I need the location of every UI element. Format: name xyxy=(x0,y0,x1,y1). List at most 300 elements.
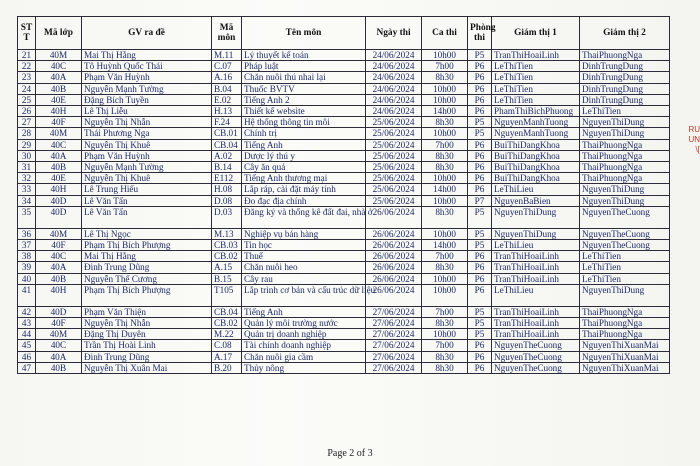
cell-ma-lop: 40M xyxy=(36,50,82,61)
cell-ca-thi: 14h00 xyxy=(422,184,468,195)
cell-giam-thi-2: NguyenThiXuanMai xyxy=(580,362,670,373)
cell-ma-lop: 40C xyxy=(36,340,82,351)
cell-ma-lop: 40D xyxy=(36,195,82,206)
cell-ngay-thi: 24/06/2024 xyxy=(366,94,422,105)
cell-gv-ra-de: Nguyễn Thị Xuân Mai xyxy=(82,362,212,373)
table-row xyxy=(18,162,670,173)
cell-ma-mon: CB.02 xyxy=(212,251,242,262)
cell-giam-thi-1: NguyenBaBien xyxy=(492,195,580,206)
cell-giam-thi-1: LeThiTien xyxy=(492,72,580,83)
cell-gv-ra-de: Nguyễn Mạnh Tường xyxy=(82,83,212,94)
cell-ten-mon: Lắp ráp, cài đặt máy tính xyxy=(242,184,366,195)
cell-stt: 42 xyxy=(18,306,36,317)
cell-ngay-thi: 26/06/2024 xyxy=(366,273,422,284)
cell-ten-mon: Cây ăn quả xyxy=(242,162,366,173)
cell-gv-ra-de: Nguyễn Thị Khuê xyxy=(82,173,212,184)
cell-stt: 39 xyxy=(18,262,36,273)
cell-stt: 47 xyxy=(18,362,36,373)
cell-giam-thi-1: NguyenManhTuong xyxy=(492,117,580,128)
cell-ma-lop: 40C xyxy=(36,61,82,72)
cell-giam-thi-1: BuiThiDangKhoa xyxy=(492,139,580,150)
cell-stt: 44 xyxy=(18,329,36,340)
cell-ngay-thi: 27/06/2024 xyxy=(366,351,422,362)
cell-giam-thi-2: NguyenThiDung xyxy=(580,284,670,306)
cell-ma-mon: A.02 xyxy=(212,150,242,161)
header-phong-thi: Phòng thi xyxy=(468,17,492,50)
cell-ma-mon: B.20 xyxy=(212,362,242,373)
cell-ngay-thi: 26/06/2024 xyxy=(366,262,422,273)
cell-ma-lop: 40H xyxy=(36,184,82,195)
table-row xyxy=(18,117,670,128)
header-giam-thi-1: Giám thị 1 xyxy=(492,17,580,50)
cell-phong-thi: P5 xyxy=(468,206,492,228)
cell-giam-thi-2: ThaiPhuongNga xyxy=(580,173,670,184)
cell-ten-mon: Tài chính doanh nghiệp xyxy=(242,340,366,351)
cell-ngay-thi: 26/06/2024 xyxy=(366,206,422,228)
cell-giam-thi-1: NguyenManhTuong xyxy=(492,128,580,139)
header-ca-thi: Ca thi xyxy=(422,17,468,50)
table-row xyxy=(18,340,670,351)
cell-ca-thi: 14h00 xyxy=(422,106,468,117)
cell-ngay-thi: 25/06/2024 xyxy=(366,150,422,161)
cell-ca-thi: 10h00 xyxy=(422,128,468,139)
cell-ma-mon: CB.03 xyxy=(212,240,242,251)
exam-schedule-table xyxy=(17,16,670,374)
cell-ma-lop: 40B xyxy=(36,83,82,94)
cell-giam-thi-2: NguyenThiXuanMai xyxy=(580,340,670,351)
cell-phong-thi: P6 xyxy=(468,184,492,195)
cell-ca-thi: 8h30 xyxy=(422,72,468,83)
cell-ten-mon: Đo đạc địa chính xyxy=(242,195,366,206)
table-body xyxy=(18,50,670,374)
table-row xyxy=(18,318,670,329)
table-row xyxy=(18,362,670,373)
cell-giam-thi-2: DinhTrungDung xyxy=(580,83,670,94)
cell-ten-mon: Chăn nuôi gia cầm xyxy=(242,351,366,362)
cell-gv-ra-de: Tô Huỳnh Quốc Thái xyxy=(82,61,212,72)
cell-phong-thi: P6 xyxy=(468,173,492,184)
cell-ten-mon: Quản trị doanh nghiệp xyxy=(242,329,366,340)
cell-gv-ra-de: Mai Thị Hằng xyxy=(82,251,212,262)
cell-ma-mon: B.15 xyxy=(212,273,242,284)
table-row xyxy=(18,228,670,239)
cell-ma-mon: D.03 xyxy=(212,206,242,228)
header-giam-thi-2: Giám thị 2 xyxy=(580,17,670,50)
cell-giam-thi-1: LeThiTien xyxy=(492,61,580,72)
cell-ma-mon: C.08 xyxy=(212,340,242,351)
cell-ma-lop: 40A xyxy=(36,150,82,161)
cell-ngay-thi: 27/06/2024 xyxy=(366,362,422,373)
cell-giam-thi-2: NguyenThiXuanMai xyxy=(580,351,670,362)
cell-giam-thi-2: ThaiPhuongNga xyxy=(580,306,670,317)
cell-ma-mon: A.17 xyxy=(212,351,242,362)
cell-ca-thi: 7h00 xyxy=(422,61,468,72)
header-gv-ra-de: GV ra đề xyxy=(82,17,212,50)
cell-ma-lop: 40B xyxy=(36,362,82,373)
table-row xyxy=(18,240,670,251)
cell-ten-mon: Thuế xyxy=(242,251,366,262)
cell-ten-mon: Chính trị xyxy=(242,128,366,139)
cell-giam-thi-2: NguyenTheCuong xyxy=(580,228,670,239)
cell-stt: 24 xyxy=(18,83,36,94)
cell-ten-mon: Pháp luật xyxy=(242,61,366,72)
cell-ma-mon: A.15 xyxy=(212,262,242,273)
cell-ca-thi: 10h00 xyxy=(422,173,468,184)
cell-stt: 37 xyxy=(18,240,36,251)
cell-ten-mon: Thiết kế website xyxy=(242,106,366,117)
cell-ca-thi: 8h30 xyxy=(422,162,468,173)
cell-ngay-thi: 25/06/2024 xyxy=(366,184,422,195)
cell-giam-thi-2: NguyenTheCuong xyxy=(580,240,670,251)
table-row xyxy=(18,273,670,284)
cell-ma-lop: 40H xyxy=(36,284,82,306)
cell-ma-mon: T105 xyxy=(212,284,242,306)
cell-ma-lop: 40F xyxy=(36,240,82,251)
cell-ma-mon: CB.04 xyxy=(212,306,242,317)
cell-gv-ra-de: Phạm Văn Thiện xyxy=(82,306,212,317)
cell-giam-thi-1: PhamThiBichPhuong xyxy=(492,106,580,117)
cell-giam-thi-1: TranThiHoaiLinh xyxy=(492,50,580,61)
cell-ma-lop: 40M xyxy=(36,228,82,239)
cell-phong-thi: P5 xyxy=(468,128,492,139)
header-stt: ST T xyxy=(18,17,36,50)
cell-ngay-thi: 25/06/2024 xyxy=(366,195,422,206)
cell-giam-thi-1: TranThiHoaiLinh xyxy=(492,329,580,340)
cell-stt: 41 xyxy=(18,284,36,306)
cell-gv-ra-de: Phạm Thị Bích Phượng xyxy=(82,240,212,251)
cell-giam-thi-2: NguyenThiDung xyxy=(580,128,670,139)
table-row xyxy=(18,284,670,306)
cell-giam-thi-2: ThaiPhuongNga xyxy=(580,150,670,161)
cell-gv-ra-de: Đặng Thị Duyên xyxy=(82,329,212,340)
cell-gv-ra-de: Phạm Thị Bích Phượng xyxy=(82,284,212,306)
cell-stt: 32 xyxy=(18,173,36,184)
cell-ma-lop: 40C xyxy=(36,251,82,262)
cell-ma-lop: 40E xyxy=(36,94,82,105)
cell-gv-ra-de: Lê Văn Tấn xyxy=(82,206,212,228)
cell-ten-mon: Dược lý thú y xyxy=(242,150,366,161)
cell-ngay-thi: 27/06/2024 xyxy=(366,306,422,317)
cell-giam-thi-2: DinhTrungDung xyxy=(580,72,670,83)
cell-stt: 28 xyxy=(18,128,36,139)
cell-phong-thi: P6 xyxy=(468,150,492,161)
cell-giam-thi-2: ThaiPhuongNga xyxy=(580,318,670,329)
cell-giam-thi-2: NguyenTheCuong xyxy=(580,206,670,228)
cell-giam-thi-2: ThaiPhuongNga xyxy=(580,139,670,150)
table-row xyxy=(18,184,670,195)
cell-phong-thi: P6 xyxy=(468,94,492,105)
cell-phong-thi: P6 xyxy=(468,61,492,72)
table-row xyxy=(18,195,670,206)
edge-stamp-text-3: \[ xyxy=(695,145,700,154)
cell-stt: 43 xyxy=(18,318,36,329)
cell-phong-thi: P5 xyxy=(468,329,492,340)
cell-stt: 34 xyxy=(18,195,36,206)
header-ngay-thi: Ngày thi xyxy=(366,17,422,50)
cell-stt: 33 xyxy=(18,184,36,195)
cell-giam-thi-1: LeThiLieu xyxy=(492,240,580,251)
cell-phong-thi: P5 xyxy=(468,240,492,251)
cell-ngay-thi: 24/06/2024 xyxy=(366,50,422,61)
cell-stt: 29 xyxy=(18,139,36,150)
cell-gv-ra-de: Nguyễn Thế Cương xyxy=(82,273,212,284)
cell-ngay-thi: 26/06/2024 xyxy=(366,240,422,251)
cell-ma-mon: B.04 xyxy=(212,83,242,94)
cell-ma-lop: 40B xyxy=(36,273,82,284)
cell-ten-mon: Tiếng Anh xyxy=(242,306,366,317)
cell-ma-mon: M.11 xyxy=(212,50,242,61)
cell-gv-ra-de: Nguyễn Mạnh Tường xyxy=(82,162,212,173)
page-number: Page 2 of 3 xyxy=(327,448,373,459)
cell-ma-mon: M.13 xyxy=(212,228,242,239)
cell-phong-thi: P6 xyxy=(468,106,492,117)
cell-ngay-thi: 26/06/2024 xyxy=(366,228,422,239)
cell-giam-thi-1: TranThiHoaiLinh xyxy=(492,306,580,317)
cell-gv-ra-de: Trần Thị Hoài Linh xyxy=(82,340,212,351)
cell-ma-mon: H.13 xyxy=(212,106,242,117)
edge-stamp-fragment xyxy=(688,125,700,155)
cell-stt: 36 xyxy=(18,228,36,239)
edge-stamp-text-2: UN xyxy=(688,135,700,144)
cell-ma-mon: H.08 xyxy=(212,184,242,195)
edge-stamp-text-1: RU xyxy=(688,125,700,134)
cell-phong-thi: P7 xyxy=(468,195,492,206)
table-row xyxy=(18,83,670,94)
cell-ngay-thi: 27/06/2024 xyxy=(366,318,422,329)
cell-ngay-thi: 24/06/2024 xyxy=(366,61,422,72)
cell-stt: 31 xyxy=(18,162,36,173)
cell-gv-ra-de: Nguyễn Thị Khuê xyxy=(82,139,212,150)
cell-giam-thi-1: BuiThiDangKhoa xyxy=(492,173,580,184)
cell-ca-thi: 10h00 xyxy=(422,94,468,105)
cell-ca-thi: 8h30 xyxy=(422,262,468,273)
cell-ca-thi: 7h00 xyxy=(422,139,468,150)
cell-ma-mon: E.02 xyxy=(212,94,242,105)
header-ten-mon: Tên môn xyxy=(242,17,366,50)
header-ma-mon: Mã môn xyxy=(212,17,242,50)
cell-ngay-thi: 26/06/2024 xyxy=(366,251,422,262)
cell-giam-thi-1: NguyenThiDung xyxy=(492,228,580,239)
cell-ma-lop: 40F xyxy=(36,117,82,128)
cell-stt: 25 xyxy=(18,94,36,105)
cell-giam-thi-2: LeThiTien xyxy=(580,273,670,284)
cell-gv-ra-de: Lê Thị Liễu xyxy=(82,106,212,117)
cell-ten-mon: Lý thuyết kế toán xyxy=(242,50,366,61)
cell-ma-lop: 40M xyxy=(36,329,82,340)
cell-stt: 26 xyxy=(18,106,36,117)
cell-ten-mon: Quản lý môi trường nước xyxy=(242,318,366,329)
table-row xyxy=(18,206,670,228)
cell-ten-mon: Hệ thống thông tin môi xyxy=(242,117,366,128)
cell-giam-thi-2: NguyenThiDung xyxy=(580,195,670,206)
table-row xyxy=(18,72,670,83)
cell-ca-thi: 8h30 xyxy=(422,117,468,128)
table-row xyxy=(18,262,670,273)
cell-ca-thi: 10h00 xyxy=(422,329,468,340)
cell-ten-mon: Tiếng Anh 2 xyxy=(242,94,366,105)
table-header-row xyxy=(18,17,670,50)
cell-giam-thi-1: NguyenTheCuong xyxy=(492,362,580,373)
cell-stt: 27 xyxy=(18,117,36,128)
cell-ca-thi: 8h30 xyxy=(422,206,468,228)
cell-ma-mon: F.24 xyxy=(212,117,242,128)
cell-gv-ra-de: Nguyễn Thị Nhẫn xyxy=(82,318,212,329)
cell-ca-thi: 7h00 xyxy=(422,340,468,351)
cell-ca-thi: 14h00 xyxy=(422,240,468,251)
cell-ngay-thi: 25/06/2024 xyxy=(366,117,422,128)
cell-stt: 21 xyxy=(18,50,36,61)
cell-ca-thi: 8h30 xyxy=(422,150,468,161)
cell-ngay-thi: 25/06/2024 xyxy=(366,139,422,150)
cell-giam-thi-1: TranThiHoaiLinh xyxy=(492,318,580,329)
table-row xyxy=(18,139,670,150)
cell-ma-lop: 40C xyxy=(36,139,82,150)
cell-giam-thi-1: TranThiHoaiLinh xyxy=(492,273,580,284)
cell-ca-thi: 10h00 xyxy=(422,195,468,206)
cell-stt: 46 xyxy=(18,351,36,362)
cell-ten-mon: Thủy nông xyxy=(242,362,366,373)
cell-ma-lop: 40M xyxy=(36,128,82,139)
cell-ca-thi: 10h00 xyxy=(422,273,468,284)
cell-ngay-thi: 24/06/2024 xyxy=(366,72,422,83)
cell-giam-thi-2: ThaiPhuongNga xyxy=(580,50,670,61)
cell-giam-thi-2: NguyenThiDung xyxy=(580,117,670,128)
cell-ca-thi: 10h00 xyxy=(422,228,468,239)
cell-ma-mon: M.22 xyxy=(212,329,242,340)
cell-phong-thi: P5 xyxy=(468,117,492,128)
cell-stt: 22 xyxy=(18,61,36,72)
cell-ma-lop: 40B xyxy=(36,162,82,173)
cell-ca-thi: 7h00 xyxy=(422,251,468,262)
cell-phong-thi: P6 xyxy=(468,139,492,150)
cell-ten-mon: Tin học xyxy=(242,240,366,251)
cell-ca-thi: 10h00 xyxy=(422,83,468,94)
cell-phong-thi: P6 xyxy=(468,72,492,83)
cell-ma-lop: 40A xyxy=(36,351,82,362)
cell-ca-thi: 8h30 xyxy=(422,362,468,373)
cell-giam-thi-2: NguyenThiDung xyxy=(580,184,670,195)
table-row xyxy=(18,128,670,139)
cell-phong-thi: P6 xyxy=(468,83,492,94)
cell-giam-thi-1: LeThiTien xyxy=(492,83,580,94)
cell-gv-ra-de: Lê Trung Hiếu xyxy=(82,184,212,195)
table-row xyxy=(18,150,670,161)
cell-stt: 23 xyxy=(18,72,36,83)
cell-ma-lop: 40A xyxy=(36,262,82,273)
cell-ten-mon: Lắp trình cơ bản và cấu trúc dữ liệu xyxy=(242,284,366,306)
cell-ma-mon: CB.01 xyxy=(212,128,242,139)
cell-ten-mon: Nghiệp vụ bán hàng xyxy=(242,228,366,239)
cell-giam-thi-1: NguyenTheCuong xyxy=(492,351,580,362)
cell-ma-lop: 40D xyxy=(36,306,82,317)
cell-phong-thi: P6 xyxy=(468,262,492,273)
cell-giam-thi-1: TranThiHoaiLinh xyxy=(492,262,580,273)
cell-ngay-thi: 24/06/2024 xyxy=(366,83,422,94)
cell-ma-lop: 40E xyxy=(36,173,82,184)
cell-ngay-thi: 27/06/2024 xyxy=(366,340,422,351)
cell-giam-thi-2: DinhTrungDung xyxy=(580,61,670,72)
table-row xyxy=(18,329,670,340)
table-row xyxy=(18,50,670,61)
cell-giam-thi-1: LeThiLieu xyxy=(492,284,580,306)
cell-ca-thi: 7h00 xyxy=(422,306,468,317)
cell-giam-thi-1: NguyenThiDung xyxy=(492,206,580,228)
cell-phong-thi: P6 xyxy=(468,362,492,373)
cell-ngay-thi: 27/06/2024 xyxy=(366,329,422,340)
cell-giam-thi-2: DinhTrungDung xyxy=(580,94,670,105)
cell-giam-thi-2: LeThiTien xyxy=(580,106,670,117)
cell-ten-mon: Đăng ký và thống kê đất đai, nhà ở xyxy=(242,206,366,228)
cell-giam-thi-2: LeThiTien xyxy=(580,251,670,262)
cell-ca-thi: 8h30 xyxy=(422,351,468,362)
table-row xyxy=(18,61,670,72)
cell-gv-ra-de: Lê Văn Tấn xyxy=(82,195,212,206)
cell-ten-mon: Cây rau xyxy=(242,273,366,284)
cell-phong-thi: P5 xyxy=(468,318,492,329)
cell-gv-ra-de: Phạm Văn Huỳnh xyxy=(82,72,212,83)
cell-giam-thi-2: LeThiTien xyxy=(580,262,670,273)
cell-gv-ra-de: Thái Phương Nga xyxy=(82,128,212,139)
cell-ngay-thi: 24/06/2024 xyxy=(366,106,422,117)
cell-phong-thi: P5 xyxy=(468,50,492,61)
cell-ma-lop: 40H xyxy=(36,106,82,117)
cell-ten-mon: Chăn nuôi thú nhai lại xyxy=(242,72,366,83)
cell-stt: 30 xyxy=(18,150,36,161)
cell-ma-mon: A.16 xyxy=(212,72,242,83)
cell-giam-thi-1: BuiThiDangKhoa xyxy=(492,162,580,173)
table-row xyxy=(18,94,670,105)
cell-gv-ra-de: Đặng Bích Tuyền xyxy=(82,94,212,105)
cell-ca-thi: 8h30 xyxy=(422,318,468,329)
cell-ma-mon: CB.04 xyxy=(212,139,242,150)
cell-stt: 38 xyxy=(18,251,36,262)
cell-ca-thi: 10h00 xyxy=(422,50,468,61)
cell-ngay-thi: 25/06/2024 xyxy=(366,128,422,139)
cell-phong-thi: P6 xyxy=(468,162,492,173)
cell-ma-mon: CB.02 xyxy=(212,318,242,329)
cell-gv-ra-de: Đinh Trung Dũng xyxy=(82,351,212,362)
cell-stt: 45 xyxy=(18,340,36,351)
cell-ma-lop: 40F xyxy=(36,318,82,329)
cell-phong-thi: P6 xyxy=(468,284,492,306)
cell-stt: 40 xyxy=(18,273,36,284)
cell-ngay-thi: 26/06/2024 xyxy=(366,284,422,306)
table-row xyxy=(18,106,670,117)
cell-ten-mon: Chăn nuôi heo xyxy=(242,262,366,273)
cell-phong-thi: P6 xyxy=(468,340,492,351)
cell-phong-thi: P6 xyxy=(468,351,492,362)
cell-ma-mon: C.07 xyxy=(212,61,242,72)
cell-ngay-thi: 25/06/2024 xyxy=(366,162,422,173)
cell-gv-ra-de: Mai Thị Hằng xyxy=(82,50,212,61)
cell-ca-thi: 10h00 xyxy=(422,284,468,306)
cell-ma-mon: D.08 xyxy=(212,195,242,206)
table-row xyxy=(18,351,670,362)
cell-ma-lop: 40A xyxy=(36,72,82,83)
cell-gv-ra-de: Đinh Trung Dũng xyxy=(82,262,212,273)
cell-giam-thi-2: ThaiPhuongNga xyxy=(580,162,670,173)
table-row xyxy=(18,306,670,317)
cell-ngay-thi: 25/06/2024 xyxy=(366,173,422,184)
cell-phong-thi: P6 xyxy=(468,251,492,262)
cell-phong-thi: P5 xyxy=(468,306,492,317)
cell-giam-thi-1: LeThiLieu xyxy=(492,184,580,195)
cell-gv-ra-de: Phạm Văn Huỳnh xyxy=(82,150,212,161)
cell-gv-ra-de: Lê Thị Ngọc xyxy=(82,228,212,239)
cell-phong-thi: P6 xyxy=(468,273,492,284)
cell-giam-thi-2: ThaiPhuongNga xyxy=(580,329,670,340)
cell-ma-mon: B.14 xyxy=(212,162,242,173)
